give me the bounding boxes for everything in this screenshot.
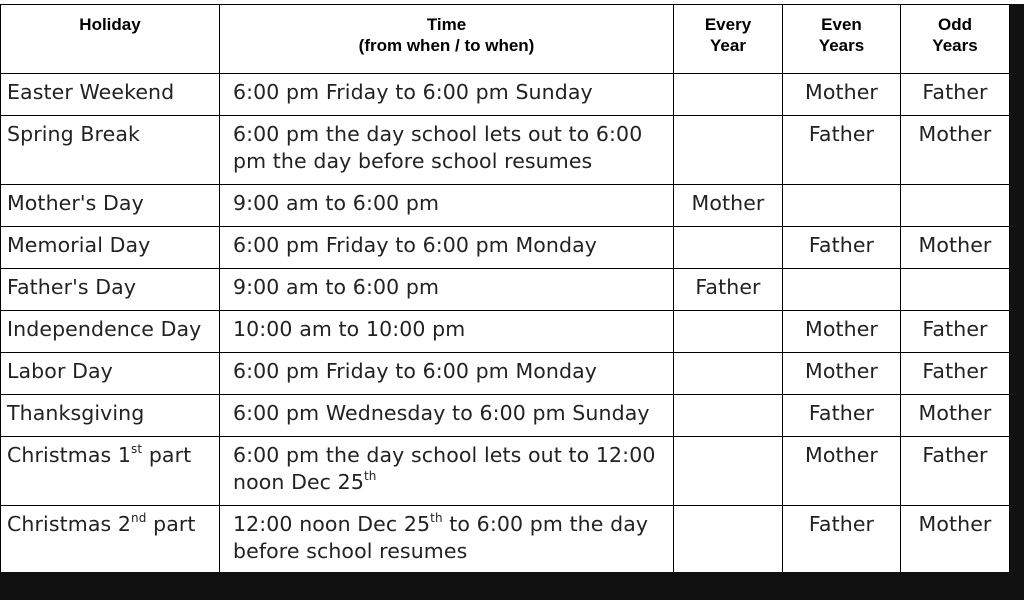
holiday-cell: Thanksgiving [1, 395, 220, 437]
table-row [1, 116, 1010, 185]
even-years-cell [783, 269, 901, 311]
even-years-cell: Mother [783, 437, 901, 506]
even-years-cell: Father [783, 227, 901, 269]
every-year-cell [674, 506, 783, 575]
even-years-cell: Mother [783, 353, 901, 395]
every-year-cell [674, 74, 783, 116]
header-holiday: Holiday [1, 5, 220, 74]
holiday-cell: Independence Day [1, 311, 220, 353]
time-cell: 9:00 am to 6:00 pm [220, 185, 674, 227]
every-year-cell [674, 227, 783, 269]
odd-years-cell: Father [901, 74, 1010, 116]
even-years-cell: Mother [783, 74, 901, 116]
table-row [1, 353, 1010, 395]
time-cell: 6:00 pm Friday to 6:00 pm Monday [220, 227, 674, 269]
every-year-cell: Father [674, 269, 783, 311]
table-row [1, 311, 1010, 353]
odd-years-cell: Father [901, 437, 1010, 506]
even-years-cell: Father [783, 506, 901, 575]
time-cell: 6:00 pm Friday to 6:00 pm Monday [220, 353, 674, 395]
every-year-cell [674, 353, 783, 395]
table-row [1, 74, 1010, 116]
header-every-year: Every Year [674, 5, 783, 74]
time-cell: 6:00 pm the day school lets out to 12:00 noon Dec 25th [220, 437, 674, 506]
odd-years-cell [901, 185, 1010, 227]
holiday-cell: Labor Day [1, 353, 220, 395]
table-row [1, 506, 1010, 575]
header-even-years: Even Years [783, 5, 901, 74]
sheet-shadow-right [1010, 4, 1024, 600]
table-row [1, 185, 1010, 227]
time-cell: 10:00 am to 10:00 pm [220, 311, 674, 353]
header-row [1, 5, 1010, 74]
table-row [1, 227, 1010, 269]
time-cell: 6:00 pm the day school lets out to 6:00 pm the day before school resumes [220, 116, 674, 185]
table-row [1, 437, 1010, 506]
odd-years-cell: Mother [901, 116, 1010, 185]
odd-years-cell: Mother [901, 227, 1010, 269]
odd-years-cell [901, 269, 1010, 311]
header-odd-years: Odd Years [901, 5, 1010, 74]
even-years-cell: Mother [783, 311, 901, 353]
odd-years-cell: Mother [901, 395, 1010, 437]
even-years-cell: Father [783, 395, 901, 437]
time-cell: 9:00 am to 6:00 pm [220, 269, 674, 311]
even-years-cell [783, 185, 901, 227]
every-year-cell: Mother [674, 185, 783, 227]
table-row [1, 395, 1010, 437]
odd-years-cell: Mother [901, 506, 1010, 575]
table-row [1, 269, 1010, 311]
holiday-cell: Mother's Day [1, 185, 220, 227]
sheet-shadow-bottom [0, 572, 1024, 600]
every-year-cell [674, 395, 783, 437]
even-years-cell: Father [783, 116, 901, 185]
holiday-cell: Father's Day [1, 269, 220, 311]
every-year-cell [674, 311, 783, 353]
holiday-cell: Memorial Day [1, 227, 220, 269]
time-cell: 12:00 noon Dec 25th to 6:00 pm the day before school resumes [220, 506, 674, 575]
holiday-schedule-table [0, 4, 1010, 575]
odd-years-cell: Father [901, 311, 1010, 353]
time-cell: 6:00 pm Wednesday to 6:00 pm Sunday [220, 395, 674, 437]
every-year-cell [674, 437, 783, 506]
holiday-cell: Spring Break [1, 116, 220, 185]
holiday-cell: Christmas 2nd part [1, 506, 220, 575]
time-cell: 6:00 pm Friday to 6:00 pm Sunday [220, 74, 674, 116]
header-time: Time (from when / to when) [220, 5, 674, 74]
odd-years-cell: Father [901, 353, 1010, 395]
every-year-cell [674, 116, 783, 185]
holiday-cell: Easter Weekend [1, 74, 220, 116]
holiday-cell: Christmas 1st part [1, 437, 220, 506]
